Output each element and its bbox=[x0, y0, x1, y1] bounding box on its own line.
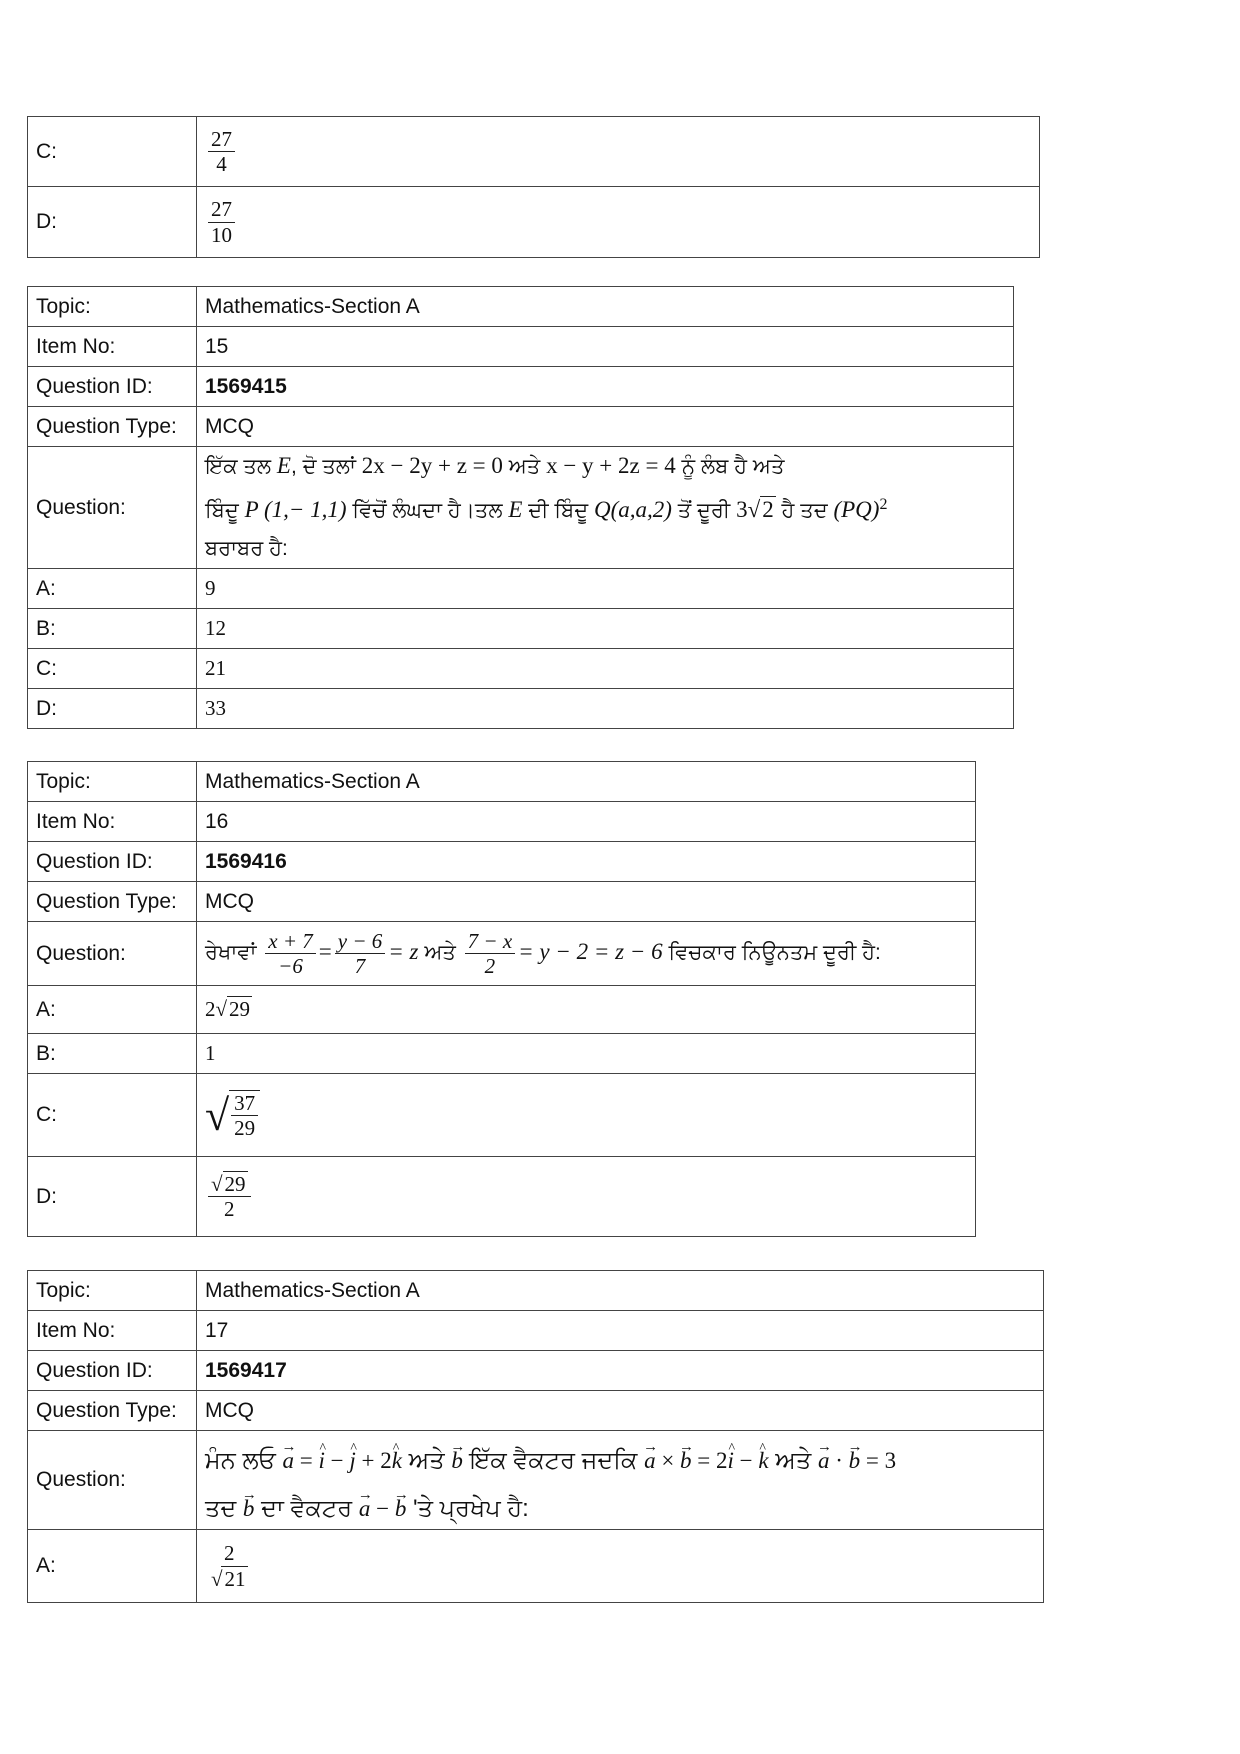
question-id-row: Question ID: 1569415 bbox=[28, 367, 1014, 407]
item-no-value: 17 bbox=[197, 1311, 1044, 1351]
option-value: 21 bbox=[197, 649, 1014, 689]
option-row-b: B: 12 bbox=[28, 609, 1014, 649]
option-row-d: D: $\frac{√29}{2}$ bbox=[28, 1157, 976, 1237]
question-type-value: MCQ bbox=[197, 882, 976, 922]
option-value: √ $\frac{37}{29}$ bbox=[197, 1074, 976, 1157]
question-row: Question: ਇੱਕ ਤਲ E, ਦੋ ਤਲਾਂ 2x − 2y + z = 0 ਅਤੇ x − y + 2z = 4 ਨੂੰ ਲੰਬ ਹੈ ਅਤੇ ਬਿੰਦੂ P (1,− 1,1) ਵਿੱਚੋਂ ਲੰਘਦਾ ਹੈ।ਤਲ E ਦੀ ਬਿੰਦੂ Q(a,a,2) ਤੋਂ ਦੂਰੀ 3√2 ਹੈ ਤਦ (PQ)$^2$ ਬਰਾਬਰ ਹੈ: bbox=[28, 447, 1014, 569]
topic-row: Topic: Mathematics-Section A bbox=[28, 1271, 1044, 1311]
item-no-value: 15 bbox=[197, 327, 1014, 367]
item-no-value: 16 bbox=[197, 802, 976, 842]
question-type-row: Question Type: MCQ bbox=[28, 407, 1014, 447]
option-row-c bbox=[28, 117, 1040, 187]
question-id-value: 1569416 bbox=[197, 842, 976, 882]
topic-row: Topic: Mathematics-Section A bbox=[28, 762, 976, 802]
question-17-table bbox=[27, 1270, 1044, 1603]
option-row-b: B: 1 bbox=[28, 1034, 976, 1074]
question-type-value: MCQ bbox=[197, 1391, 1044, 1431]
topic-row: Topic: Mathematics-Section A bbox=[28, 287, 1014, 327]
option-row-d bbox=[28, 187, 1040, 258]
option-value: 2√29 bbox=[197, 986, 976, 1034]
option-value: 12 bbox=[197, 609, 1014, 649]
question-14-options-table bbox=[27, 116, 1040, 258]
topic-value: Mathematics-Section A bbox=[197, 762, 976, 802]
option-value: 33 bbox=[197, 689, 1014, 729]
option-row-a: A: 2√29 bbox=[28, 986, 976, 1034]
topic-value: Mathematics-Section A bbox=[197, 1271, 1044, 1311]
option-row-c: C: 21 bbox=[28, 649, 1014, 689]
option-value: 1 bbox=[197, 1034, 976, 1074]
item-no-row: Item No: 17 bbox=[28, 1311, 1044, 1351]
question-id-row: Question ID: 1569416 bbox=[28, 842, 976, 882]
question-id-value: 1569417 bbox=[197, 1351, 1044, 1391]
option-row-a: A: 9 bbox=[28, 569, 1014, 609]
option-value: 9 bbox=[197, 569, 1014, 609]
question-type-value: MCQ bbox=[197, 407, 1014, 447]
question-text: ਰੇਖਾਵਾਂ $\frac{x + 7}{-6}$ = $\frac{y - 6}{7}$ = z ਅਤੇ $\frac{7 - x}{2}$ = y − 2 = z − 6 ਵਿਚਕਾਰ ਨਿਊਨਤਮ ਦੂਰੀ ਹੈ: bbox=[197, 922, 976, 986]
question-16-table bbox=[27, 761, 976, 1237]
option-value: $\frac{2}{√21}$ bbox=[197, 1530, 1044, 1603]
option-fraction: $\frac{27}{10}$ bbox=[208, 197, 235, 246]
option-row-d: D: 33 bbox=[28, 689, 1014, 729]
option-label: C: bbox=[28, 117, 197, 187]
question-row: Question: ਰੇਖਾਵਾਂ $\frac{x + 7}{-6}$ = $\frac{y - 6}{7}$ = z ਅਤੇ $\frac{7 - x}{2}$ = y − 2 = z − 6 ਵਿਚਕਾਰ ਨਿਊਨਤਮ ਦੂਰੀ ਹੈ: bbox=[28, 922, 976, 986]
question-id-row: Question ID: 1569417 bbox=[28, 1351, 1044, 1391]
option-value: $\frac{√29}{2}$ bbox=[197, 1157, 976, 1237]
question-row: Question: ਮੰਨ ਲਓ → a = ^ i − ^ j + 2^ k ਅਤੇ → b ਇੱਕ ਵੈਕਟਰ ਜਦਕਿ → a × → b = 2^ i − ^ k ਅਤੇ → a · → b = 3 ਤਦ → b ਦਾ ਵੈਕਟਰ → a − → b 'ਤੇ ਪ੍ਰਖੇਪ ਹੈ: bbox=[28, 1431, 1044, 1530]
item-no-row: Item No: 15 bbox=[28, 327, 1014, 367]
question-15-table bbox=[27, 286, 1014, 729]
option-row-a: A: $\frac{2}{√21}$ bbox=[28, 1530, 1044, 1603]
option-label: D: bbox=[28, 187, 197, 258]
question-id-value: 1569415 bbox=[197, 367, 1014, 407]
question-type-row: Question Type: MCQ bbox=[28, 882, 976, 922]
question-type-row: Question Type: MCQ bbox=[28, 1391, 1044, 1431]
item-no-row: Item No: 16 bbox=[28, 802, 976, 842]
question-text: ਮੰਨ ਲਓ → a = ^ i − ^ j + 2^ k ਅਤੇ → b ਇੱਕ ਵੈਕਟਰ ਜਦਕਿ → a × → b = 2^ i − ^ k ਅਤੇ → a · → b = 3 ਤਦ → b ਦਾ ਵੈਕਟਰ → a − → b 'ਤੇ ਪ੍ਰਖੇਪ ਹੈ: bbox=[197, 1431, 1044, 1530]
question-text: ਇੱਕ ਤਲ E, ਦੋ ਤਲਾਂ 2x − 2y + z = 0 ਅਤੇ x − y + 2z = 4 ਨੂੰ ਲੰਬ ਹੈ ਅਤੇ ਬਿੰਦੂ P (1,− 1,1) ਵਿੱਚੋਂ ਲੰਘਦਾ ਹੈ।ਤਲ E ਦੀ ਬਿੰਦੂ Q(a,a,2) ਤੋਂ ਦੂਰੀ 3√2 ਹੈ ਤਦ (PQ)$^2$ ਬਰਾਬਰ ਹੈ: bbox=[197, 447, 1014, 569]
option-fraction: $\frac{27}{4}$ bbox=[208, 127, 235, 176]
option-row-c: C: √ $\frac{37}{29}$ bbox=[28, 1074, 976, 1157]
topic-value: Mathematics-Section A bbox=[197, 287, 1014, 327]
